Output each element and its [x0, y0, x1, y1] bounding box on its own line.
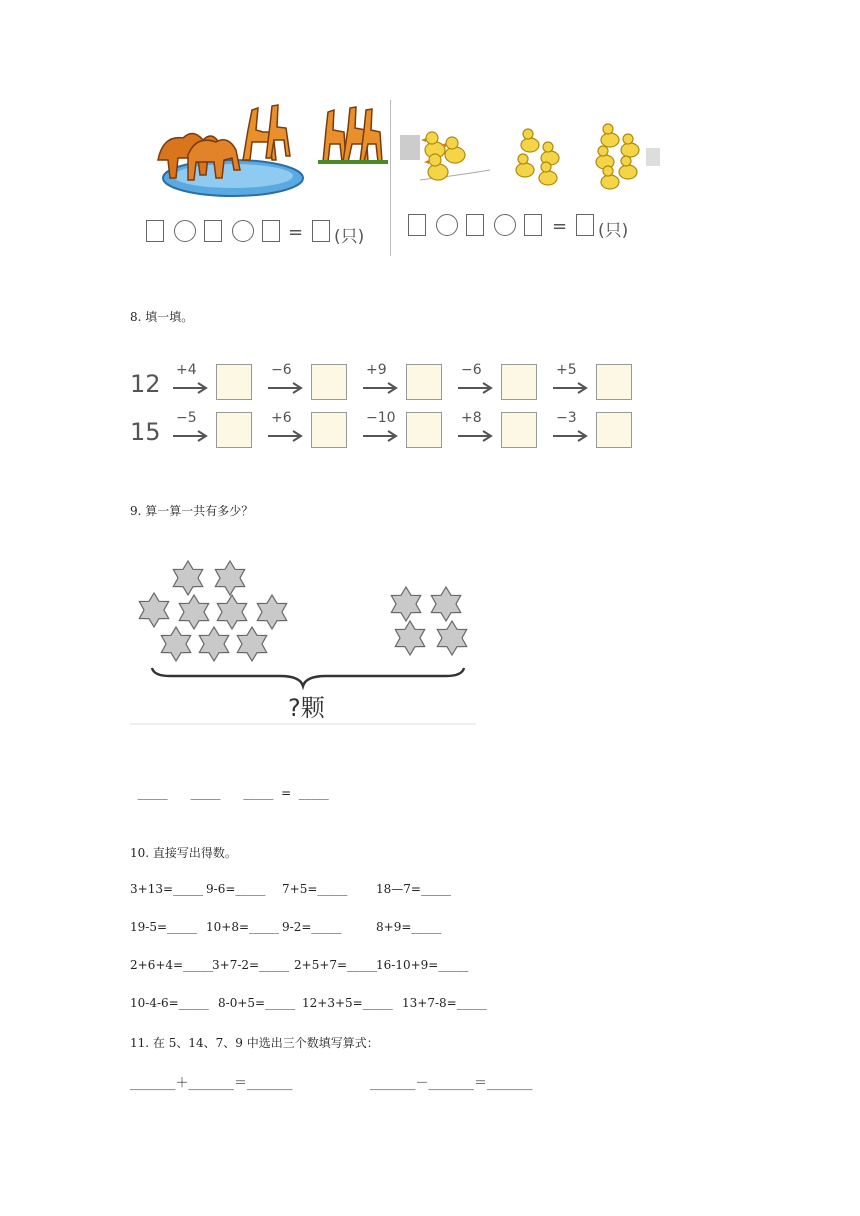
q10-exercise-r3-c3[interactable]: 2+5+7=_____ — [294, 958, 378, 972]
row2-answer-box-2[interactable] — [311, 412, 347, 448]
right-arrow-icon — [457, 430, 493, 442]
answer-box-left-3[interactable] — [262, 220, 280, 242]
q9-blank-1[interactable]: _____ — [137, 786, 168, 800]
row2-answer-box-5[interactable] — [596, 412, 632, 448]
giraffes-and-camels-illustration — [148, 100, 398, 200]
row2-answer-box-1[interactable] — [216, 412, 252, 448]
row1-operation-5: +5 — [556, 362, 577, 378]
q10-exercise-r2-c1[interactable]: 19-5=_____ — [130, 920, 198, 934]
star-icon — [257, 595, 286, 629]
q10-exercise-r4-c2[interactable]: 8-0+5=_____ — [218, 996, 296, 1010]
row2-answer-box-3[interactable] — [406, 412, 442, 448]
star-icon — [431, 587, 460, 621]
answer-box-right-2[interactable] — [466, 214, 484, 236]
q9-answer-line — [130, 772, 329, 800]
row2-answer-box-4[interactable] — [501, 412, 537, 448]
right-arrow-icon — [362, 382, 398, 394]
q10-exercise-r3-c4[interactable]: 16-10+9=_____ — [376, 958, 469, 972]
row-1-start-number: 12 — [130, 370, 161, 398]
q11-expression-2[interactable]: _______－_______＝_______ — [370, 1076, 533, 1091]
answer-box-right-1[interactable] — [408, 214, 426, 236]
question-10-title: 10. 直接写出得数。 — [130, 846, 237, 860]
q9-blank-2[interactable]: _____ — [190, 786, 221, 800]
right-arrow-icon — [552, 382, 588, 394]
unit-label-left: (只) — [334, 227, 365, 247]
row1-answer-box-3[interactable] — [406, 364, 442, 400]
ducklings-illustration — [400, 120, 662, 200]
row1-answer-box-1[interactable] — [216, 364, 252, 400]
unit-label-right: (只) — [598, 221, 629, 241]
star-icon — [139, 593, 168, 627]
row2-operation-2: +6 — [271, 410, 292, 426]
q10-exercise-r4-c3[interactable]: 12+3+5=_____ — [302, 996, 393, 1010]
row1-operation-1: +4 — [176, 362, 197, 378]
q10-exercise-r4-c4[interactable]: 13+7-8=_____ — [402, 996, 487, 1010]
row1-operation-4: −6 — [461, 362, 482, 378]
q11-expression-1[interactable]: _______＋_______＝_______ — [130, 1076, 293, 1091]
q9-blank-4[interactable]: _____ — [298, 786, 329, 800]
q10-exercise-r1-c3[interactable]: 7+5=_____ — [282, 882, 348, 896]
stars-caption: ?颗 — [288, 694, 325, 722]
star-icon — [215, 561, 244, 595]
question-8-title: 8. 填一填。 — [130, 310, 194, 324]
q9-blank-3[interactable]: _____ — [243, 786, 274, 800]
question-11-title: 11. 在 5、14、7、9 中选出三个数填写算式： — [130, 1036, 379, 1050]
row2-operation-3: −10 — [366, 410, 396, 426]
row2-operation-5: −3 — [556, 410, 577, 426]
equals-sign-left: = — [288, 222, 304, 243]
q9-equals: = — [281, 786, 292, 800]
operator-circle-right-2[interactable] — [494, 214, 516, 236]
answer-box-left-1[interactable] — [146, 220, 164, 242]
q10-exercise-r2-c4[interactable]: 8+9=_____ — [376, 920, 442, 934]
row1-operation-3: +9 — [366, 362, 387, 378]
q10-exercise-r2-c3[interactable]: 9-2=_____ — [282, 920, 342, 934]
star-icon — [217, 595, 246, 629]
row2-operation-1: −5 — [176, 410, 197, 426]
row1-answer-box-5[interactable] — [596, 364, 632, 400]
star-icon — [161, 627, 190, 661]
right-arrow-icon — [457, 382, 493, 394]
q10-exercise-r4-c1[interactable]: 10-4-6=_____ — [130, 996, 209, 1010]
divider-line — [390, 100, 391, 256]
star-icon — [173, 561, 202, 595]
q10-exercise-r1-c4[interactable]: 18—7=_____ — [376, 882, 451, 896]
star-icon — [237, 627, 266, 661]
star-icon — [179, 595, 208, 629]
q10-exercise-r1-c2[interactable]: 9-6=_____ — [206, 882, 266, 896]
row1-operation-2: −6 — [271, 362, 292, 378]
answer-box-right-3[interactable] — [524, 214, 542, 236]
right-arrow-icon — [267, 430, 303, 442]
row-2-start-number: 15 — [130, 418, 161, 446]
right-arrow-icon — [362, 430, 398, 442]
operator-circle-left-2[interactable] — [232, 220, 254, 242]
animals-picture-panel — [128, 100, 664, 256]
row2-operation-4: +8 — [461, 410, 482, 426]
right-arrow-icon — [552, 430, 588, 442]
answer-box-left-2[interactable] — [204, 220, 222, 242]
operator-circle-right-1[interactable] — [436, 214, 458, 236]
question-9-title: 9. 算一算一共有多少？ — [130, 504, 254, 518]
row1-answer-box-4[interactable] — [501, 364, 537, 400]
right-arrow-icon — [267, 382, 303, 394]
equals-sign-right: = — [552, 216, 568, 237]
star-icon — [199, 627, 228, 661]
right-arrow-icon — [172, 382, 208, 394]
star-icon — [437, 621, 466, 655]
right-arrow-icon — [172, 430, 208, 442]
answer-box-right-result[interactable] — [576, 214, 594, 236]
q10-exercise-r1-c1[interactable]: 3+13=_____ — [130, 882, 204, 896]
answer-box-left-result[interactable] — [312, 220, 330, 242]
row1-answer-box-2[interactable] — [311, 364, 347, 400]
q10-exercise-r2-c2[interactable]: 10+8=_____ — [206, 920, 280, 934]
q10-exercise-r3-c2[interactable]: 3+7-2=_____ — [212, 958, 290, 972]
star-icon — [395, 621, 424, 655]
star-icon — [391, 587, 420, 621]
q10-exercise-r3-c1[interactable]: 2+6+4=_____ — [130, 958, 214, 972]
operator-circle-left-1[interactable] — [174, 220, 196, 242]
